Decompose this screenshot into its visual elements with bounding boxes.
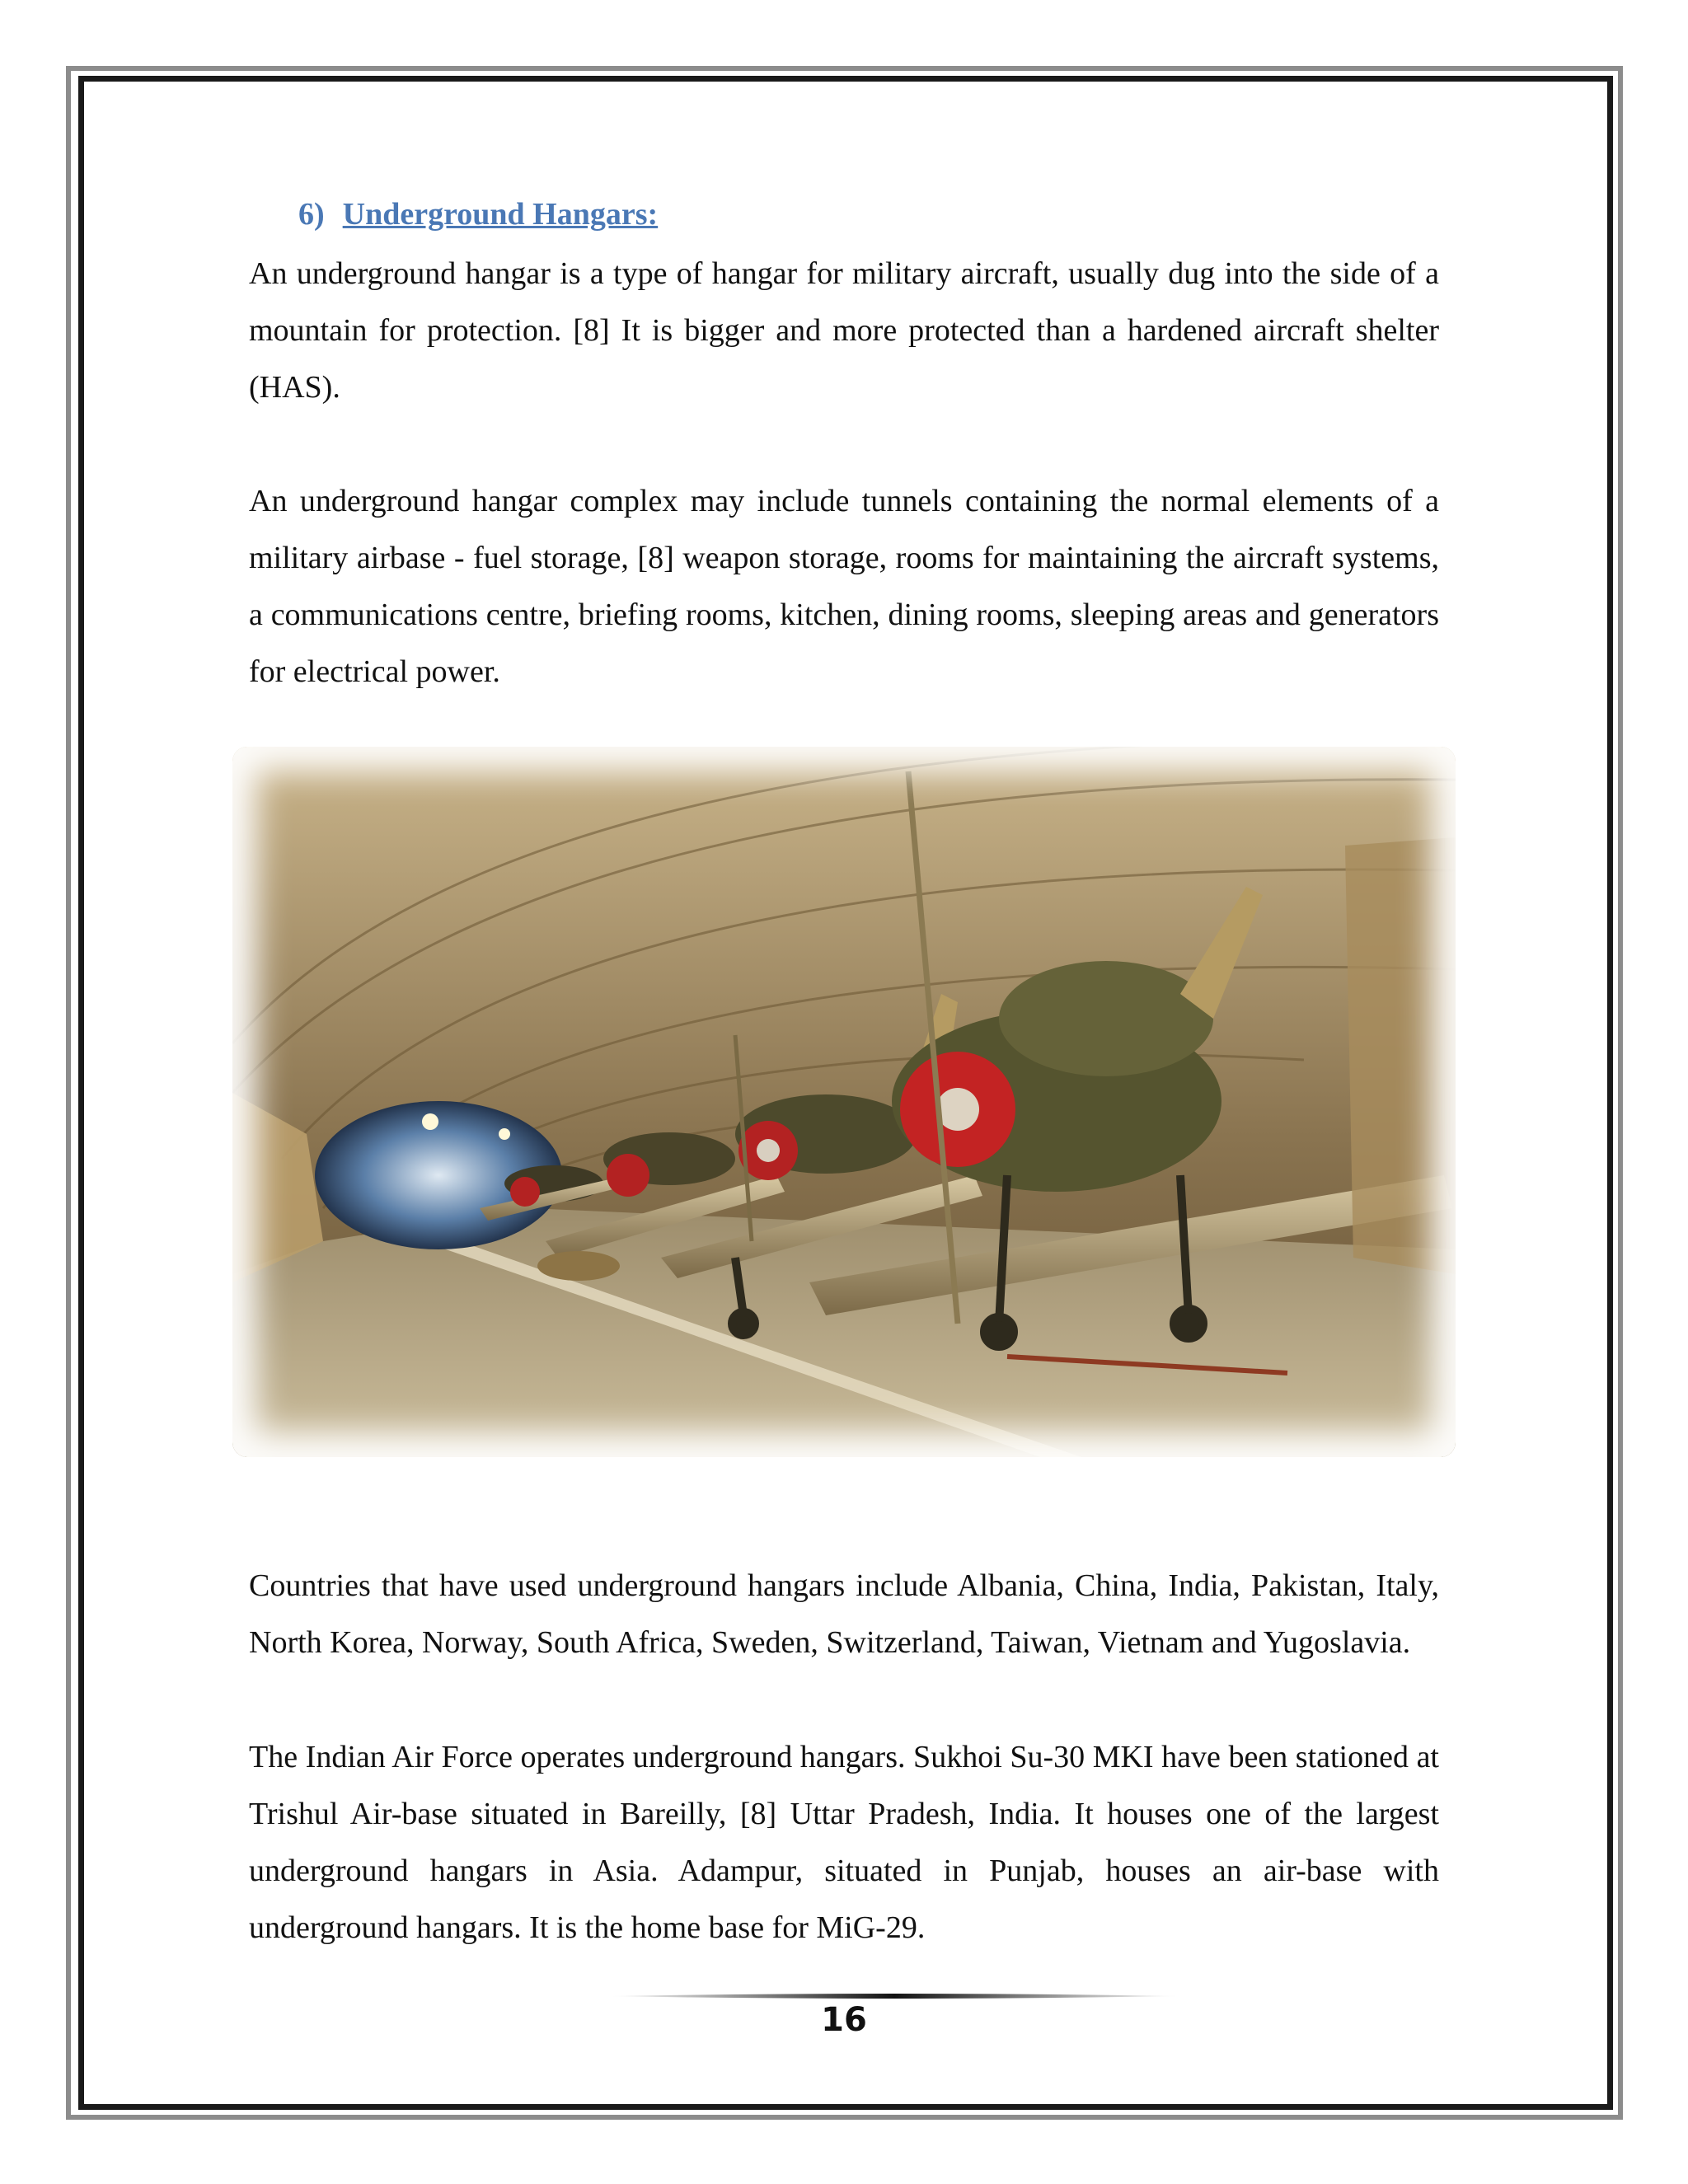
page-number: 16	[821, 2001, 867, 2039]
section-title: Underground Hangars:	[342, 197, 659, 232]
paragraph-countries: Countries that have used underground hangars include Albania, China, India, Pakistan, Italy, North Korea, Norway, South Africa, Sweden, Switzerland, Taiwan, Vietnam and Yugoslavia.	[249, 1568, 1439, 1660]
paragraph-complex: An underground hangar complex may include tunnels containing the normal elements of a military airbase - fuel storage, [8] weapon storage, rooms for maintaining the aircraft systems, a communications centre, briefing rooms, kitchen, dining rooms, sleeping areas and generators for electrical power.	[249, 484, 1439, 689]
footer-divider	[610, 1993, 1179, 1999]
paragraph-indian-air-force: The Indian Air Force operates underground hangars. Sukhoi Su-30 MKI have been stationed at Trishul Air-base situated in Bareilly, [8] Uttar Pradesh, India. It houses one of the largest underground hangars in Asia. Adampur, situated in Punjab, houses an air-base with underground hangars. It is the home base for MiG-29.	[249, 1740, 1439, 1945]
section-number: 6)	[298, 197, 325, 232]
hangar-photo	[232, 747, 1456, 1457]
paragraph-definition: An underground hangar is a type of hangar for military aircraft, usually dug into the side of a mountain for protection. [8] It is bigger and more protected than a hardened aircraft shelter (HAS).	[249, 256, 1439, 405]
section-heading	[298, 196, 658, 232]
